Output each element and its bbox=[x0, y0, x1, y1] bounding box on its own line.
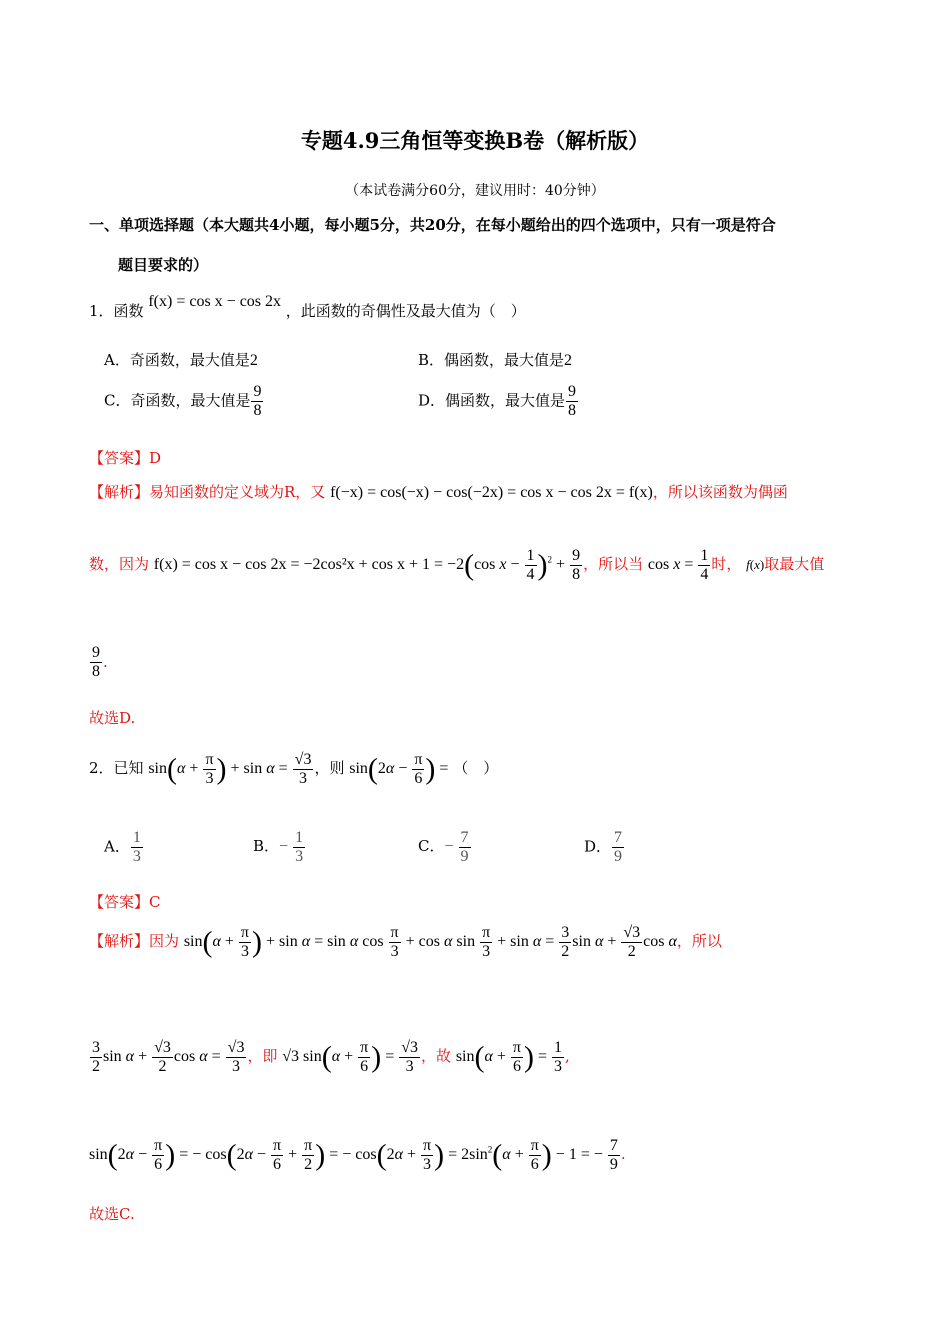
q2-option-b[interactable]: B．− $\frac{1}{3}$ bbox=[253, 829, 304, 865]
question-1 bbox=[89, 293, 526, 321]
option-a[interactable]: A．奇函数，最大值是2 bbox=[104, 351, 258, 369]
analysis-1-line3: $\frac{9}{8}$ . bbox=[92, 644, 108, 680]
q2-option-a[interactable]: A． $\frac{1}{3}$ bbox=[104, 829, 141, 865]
section-heading-cont: 题目要求的） bbox=[118, 256, 209, 274]
page-title: 专题4.9三角恒等变换B卷（解析版） bbox=[300, 128, 650, 153]
option-b[interactable]: B．偶函数，最大值是2 bbox=[418, 351, 573, 369]
conclusion-1: 故选D. bbox=[89, 709, 136, 727]
question-2: 2．已知 sin(α + $\frac{\pi}{3}$ ) + sin α = $\frac{√3}{3}$ ，则 sin(2α − $\frac{\pi}{6}$ ) = （ ） bbox=[89, 751, 499, 787]
option-c[interactable]: C．奇函数，最大值是 $\frac{9}{8}$ bbox=[104, 383, 262, 419]
question-1-suffix: ，此函数的奇偶性及最大值为（ ） bbox=[285, 302, 526, 320]
answer-1: 【答案】D bbox=[89, 449, 162, 467]
analysis-1-line2: 数，因为 f(x) = cos x − cos 2x = −2cos²x + cos x + 1 = −2(cos x − $\frac{1}{4}$ )$^2$ + $\frac{9}{8}$ ，所以当 cos x = $\frac{1}{4}$ 时， f(x)取最大值 bbox=[89, 547, 825, 583]
q2-option-c[interactable]: C．− $\frac{7}{9}$ bbox=[418, 829, 469, 865]
answer-2: 【答案】C bbox=[89, 893, 161, 911]
analysis-2-line2: $\frac{3}{2}$ sin α + $\frac{√3}{2}$ cos α = $\frac{√3}{3}$ ，即 √3 sin(α + $\frac{\pi}{6}$ ) = $\frac{√3}{3}$ ，故 sin(α + $\frac{\pi}{6}$ ) = $\frac{1}{3}$ , bbox=[92, 1039, 570, 1075]
q2-option-d[interactable]: D． $\frac{7}{9}$ bbox=[584, 829, 623, 865]
option-d[interactable]: D．偶函数，最大值是 $\frac{9}{8}$ bbox=[418, 383, 577, 419]
analysis-2-line1: 【解析】因为 sin(α + $\frac{\pi}{3}$ ) + sin α = sin α cos $\frac{\pi}{3}$ + cos α sin $\frac{\pi}{3}$ + sin α = $\frac{3}{2}$ sin α + $\frac{√3}{2}$ cos α，所以 bbox=[89, 924, 722, 960]
question-1-formula: f(x) = cos x − cos 2x bbox=[148, 293, 282, 310]
analysis-1-line1: 【解析】易知函数的定义域为R，又 f(−x) = cos(−x) − cos(−2x) = cos x − cos 2x = f(x)，所以该函数为偶函 bbox=[89, 483, 788, 501]
section-heading: 一、单项选择题（本大题共4小题，每小题5分，共20分，在每小题给出的四个选项中，只有一项是符合 bbox=[89, 216, 776, 234]
analysis-2-line3: sin(2α − $\frac{\pi}{6}$ ) = − cos(2α − $\frac{\pi}{6}$ + $\frac{\pi}{2}$ ) = − cos(2α + $\frac{\pi}{3}$ ) = $2\sin^2(\alpha$ + $\frac{\pi}{6}$ ) − 1 = − $\frac{7}{9}$ . bbox=[89, 1137, 626, 1173]
question-1-number: 1．函数 bbox=[89, 302, 144, 320]
page-subtitle: （本试卷满分60分，建议用时：40分钟） bbox=[345, 183, 605, 199]
conclusion-2: 故选C. bbox=[89, 1205, 135, 1223]
